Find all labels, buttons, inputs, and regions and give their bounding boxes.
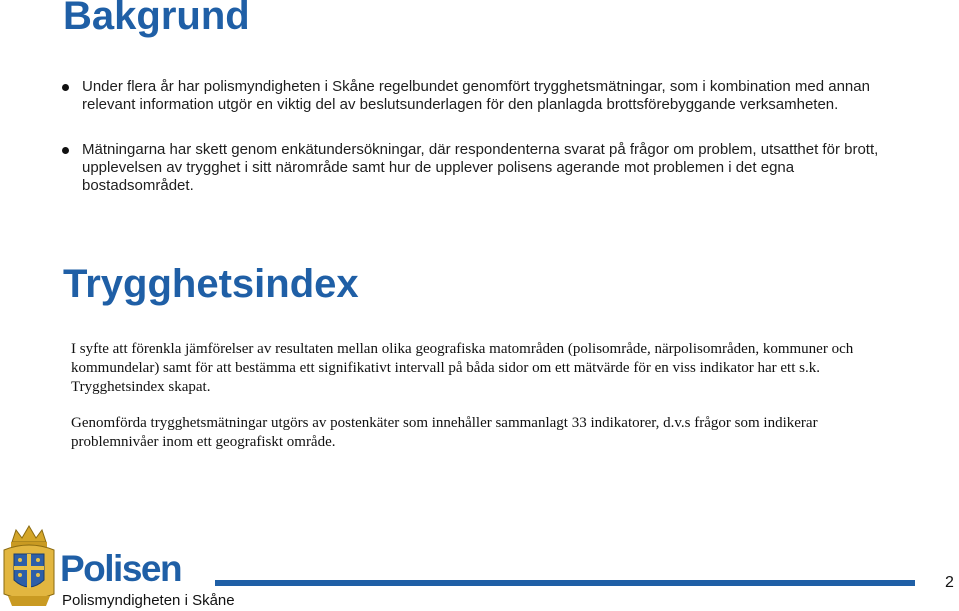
polisen-logo-wordmark: Polisen [60,548,182,589]
bullet-item [62,78,882,114]
bullet-text: Under flera år har polismyndigheten i Skåne regelbundet genomfört trygghetsmätningar, som i kombination med annan relevant information utgör en viktig del av beslutsunderlagen för den planlagda brottsförebyggande verksamheten. [82,78,870,113]
paragraph-syfte: I syfte att förenkla jämförelser av resultaten mellan olika geografiska matområden (polisområde, närpolisområden, kommuner och kommundelar) samt för att bestämma ett signifikativt intervall på båda sidor om ett mätvärde för en viss indikator har ett s.k. Trygghetsindex skapat. [71,341,854,395]
bullet-dot-icon [62,84,69,91]
heading-bakgrund: Bakgrund [63,0,250,38]
swedish-police-crest-icon [0,524,58,608]
bullet-list [62,78,882,222]
page-number: 2 [945,574,954,591]
bullet-dot-icon [62,147,69,154]
heading-trygghetsindex: Trygghetsindex [63,262,359,306]
footer-divider [215,580,915,586]
organization-name: Polismyndigheten i Skåne [62,592,235,609]
bullet-item [62,141,882,195]
paragraph-genomforda: Genomförda trygghetsmätningar utgörs av postenkäter som innehåller sammanlagt 33 indikatorer, d.v.s frågor som indikerar problemnivåer inom ett geografiskt område. [71,415,818,450]
bullet-text: Mätningarna har skett genom enkätundersökningar, där respondenterna svarat på frågor om problem, utsatthet för brott, upplevelsen av trygghet i sitt närområde samt hur de upplever polisens agerande mot problemen i det egna bostadsområdet. [82,141,879,194]
